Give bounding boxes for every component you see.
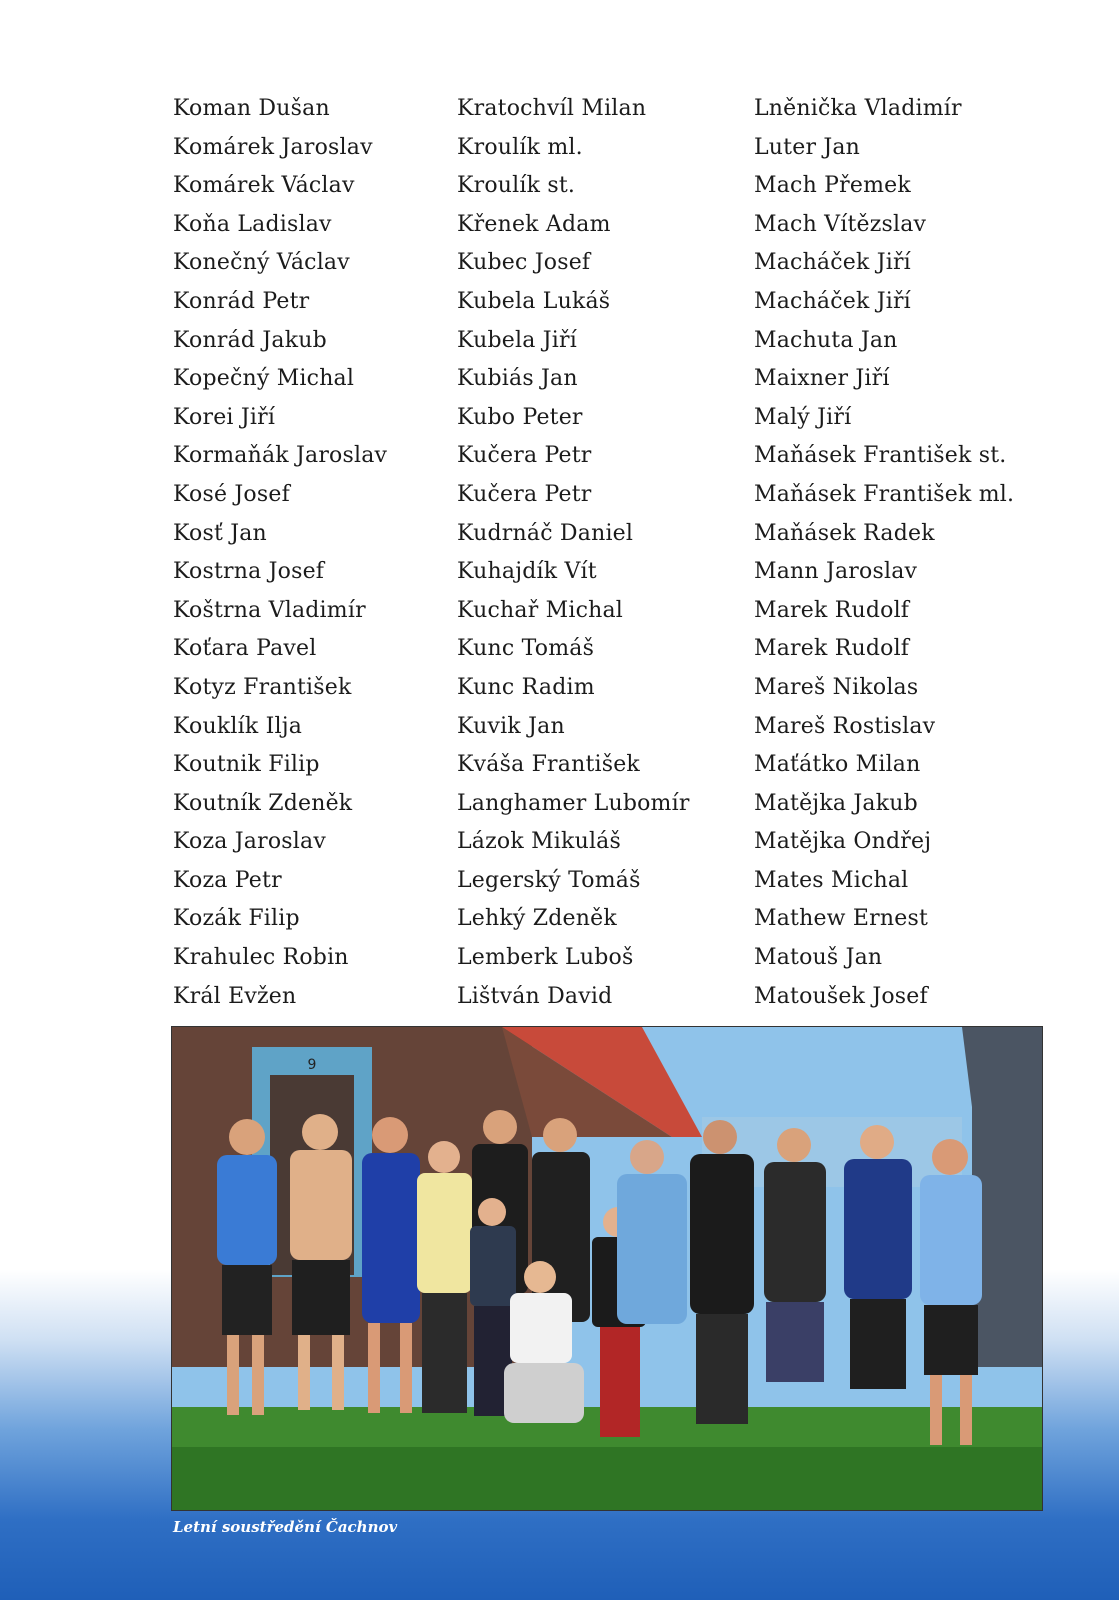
name-entry: Mareš Rostislav	[754, 713, 936, 739]
name-entry: Král Evžen	[173, 983, 297, 1009]
name-entry: Matouš Jan	[754, 945, 883, 971]
name-entry: Kratochvíl Milan	[457, 96, 647, 121]
group-photo	[171, 1026, 1043, 1511]
name-entry: Mathew Ernest	[754, 906, 928, 932]
name-entry: Kunc Tomáš	[457, 636, 595, 662]
name-entry: Mach Vítězslav	[754, 211, 927, 237]
name-entry: Kučera Petr	[457, 481, 592, 507]
name-entry: Matějka Jakub	[754, 790, 918, 816]
name-entry: Kváša František	[457, 752, 640, 778]
name-entry: Kosé Josef	[173, 481, 290, 507]
name-entry: Kostrna Josef	[173, 559, 325, 585]
group-photo-illustration	[172, 1027, 1042, 1510]
name-entry: Kubela Jiří	[457, 327, 577, 353]
name-entry: Maťátko Milan	[754, 752, 921, 778]
name-entry: Kučera Petr	[457, 443, 592, 469]
name-entry: Koman Dušan	[173, 96, 330, 121]
name-entry: Kroulík ml.	[457, 134, 583, 160]
name-entry: Kotyz František	[173, 674, 352, 700]
name-entry: Kroulík st.	[457, 173, 576, 199]
name-entry: Machuta Jan	[754, 327, 898, 353]
name-entry: Krahulec Robin	[173, 945, 349, 971]
name-entry: Lázok Mikuláš	[457, 829, 621, 855]
name-entry: Křenek Adam	[457, 211, 611, 237]
name-entry: Kubiás Jan	[457, 366, 578, 392]
name-entry: Lehký Zdeněk	[457, 906, 617, 932]
name-entry: Kubela Lukáš	[457, 288, 611, 314]
name-entry: Kouklík Ilja	[173, 713, 303, 739]
name-column-1	[173, 90, 387, 1016]
name-entry: Legerský Tomáš	[457, 867, 641, 893]
name-entry: Maňásek František st.	[754, 443, 1007, 469]
name-entry: Lněnička Vladimír	[754, 96, 962, 121]
name-entry: Kuhajdík Vít	[457, 559, 597, 585]
name-column-2	[457, 90, 690, 1016]
name-entry: Komárek Václav	[173, 173, 355, 199]
name-entry: Mach Přemek	[754, 173, 911, 199]
name-entry: Maňásek Radek	[754, 520, 935, 546]
name-entry: Lemberk Luboš	[457, 945, 634, 971]
name-entry: Koštrna Vladimír	[173, 597, 366, 623]
name-entry: Kormaňák Jaroslav	[173, 443, 388, 469]
name-entry: Kunc Radim	[457, 674, 595, 700]
name-entry: Koutnik Filip	[173, 752, 320, 778]
name-entry: Kuvik Jan	[457, 713, 565, 739]
name-column-3	[754, 90, 1014, 1016]
name-entry: Konrád Jakub	[173, 327, 327, 353]
photo-caption: Letní soustředění Čachnov	[173, 1518, 398, 1536]
door-number: 9	[307, 1057, 317, 1073]
name-entry: Koza Jaroslav	[173, 829, 326, 855]
name-entry: Maňásek František ml.	[754, 481, 1015, 507]
name-entry: Kubo Peter	[457, 404, 583, 430]
name-entry: Maixner Jiří	[754, 366, 890, 392]
name-entry: Luter Jan	[754, 134, 861, 160]
name-entry: Komárek Jaroslav	[173, 134, 373, 160]
name-entry: Kubec Josef	[457, 250, 591, 276]
name-entry: Malý Jiří	[754, 404, 852, 430]
name-entry: Kozák Filip	[173, 906, 300, 932]
name-entry: Macháček Jiří	[754, 250, 911, 276]
name-entry: Mates Michal	[754, 867, 909, 893]
name-entry: Koťara Pavel	[173, 636, 317, 662]
name-entry: Koutník Zdeněk	[173, 790, 353, 816]
name-entry: Macháček Jiří	[754, 288, 911, 314]
name-entry: Kopečný Michal	[173, 366, 355, 392]
name-entry: Mareš Nikolas	[754, 674, 919, 700]
name-entry: Konečný Václav	[173, 250, 350, 276]
name-entry: Mann Jaroslav	[754, 559, 918, 585]
name-entry: Koňa Ladislav	[173, 211, 332, 237]
name-entry: Kosť Jan	[173, 520, 267, 546]
name-entry: Koza Petr	[173, 867, 282, 893]
name-entry: Lištván David	[457, 983, 613, 1009]
name-entry: Langhamer Lubomír	[457, 790, 690, 816]
name-entry: Matějka Ondřej	[754, 829, 932, 855]
name-entry: Marek Rudolf	[754, 636, 910, 662]
name-entry: Marek Rudolf	[754, 597, 910, 623]
name-list	[0, 90, 1119, 1020]
name-entry: Kuchař Michal	[457, 597, 624, 623]
name-entry: Konrád Petr	[173, 288, 310, 314]
name-entry: Matoušek Josef	[754, 983, 928, 1009]
name-entry: Korei Jiří	[173, 404, 276, 430]
name-entry: Kudrnáč Daniel	[457, 520, 634, 546]
